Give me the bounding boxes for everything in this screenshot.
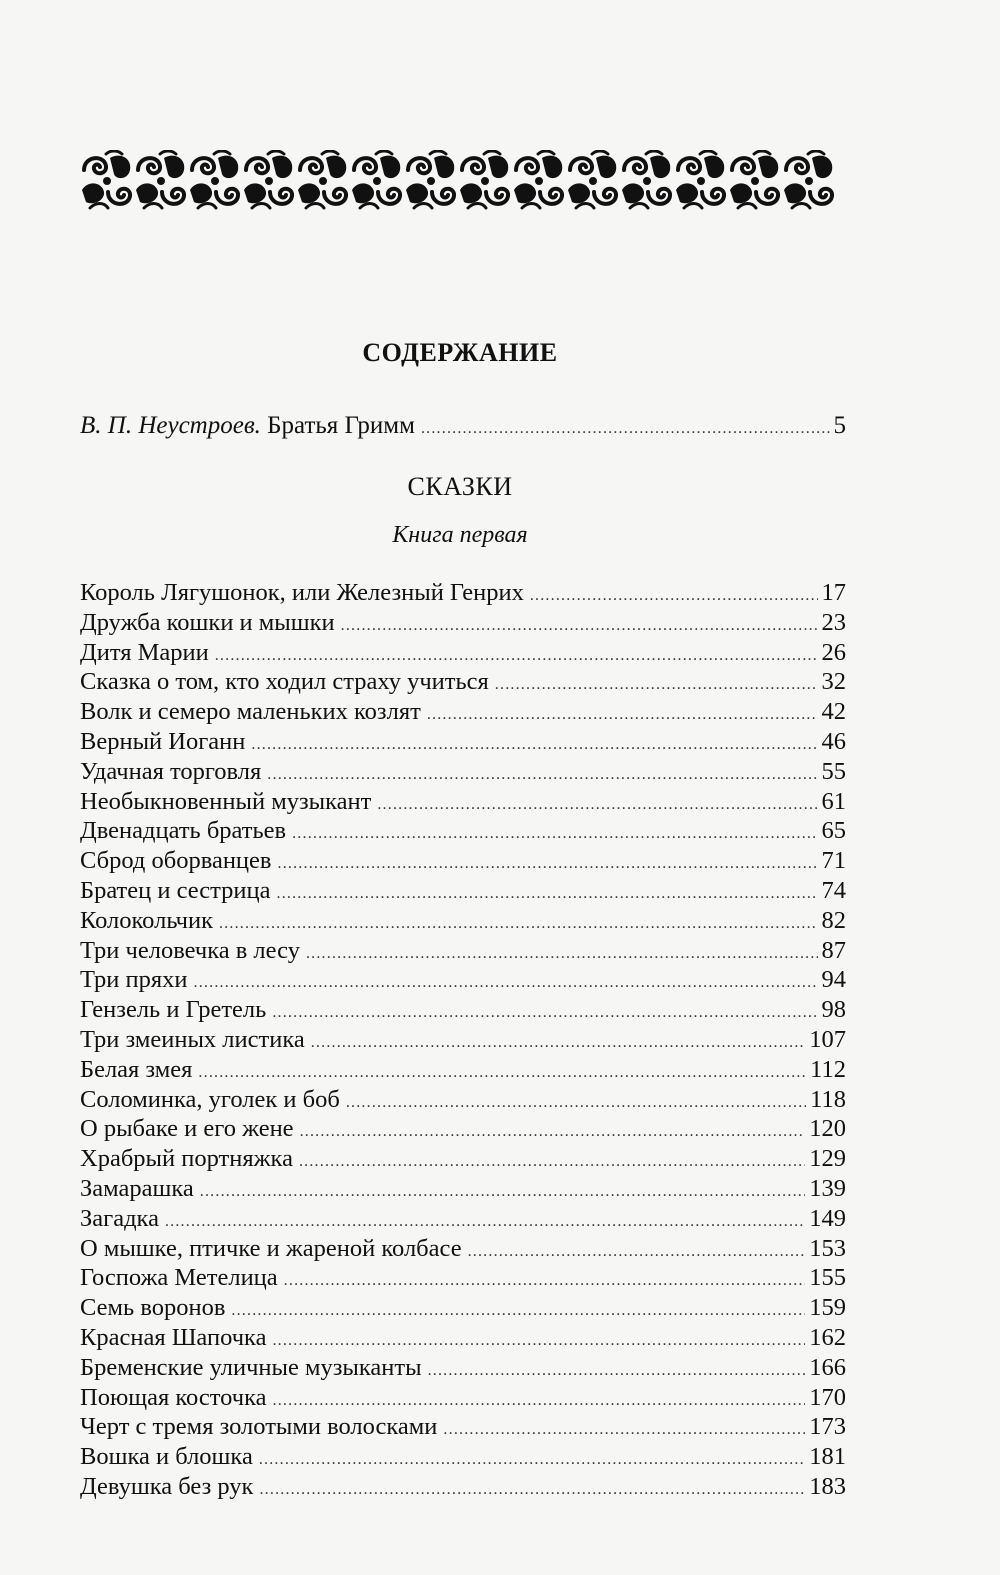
dot-leader bbox=[377, 790, 817, 820]
toc-entry bbox=[80, 965, 846, 995]
ornament-swirl bbox=[730, 151, 778, 208]
toc-entry-title: Семь воронов bbox=[80, 1294, 226, 1322]
dot-leader bbox=[311, 1028, 806, 1058]
toc-entry-page: 32 bbox=[821, 668, 846, 696]
toc-entry-title: Замарашка bbox=[80, 1174, 194, 1202]
dot-leader bbox=[427, 700, 818, 730]
toc-entry-page: 153 bbox=[809, 1234, 846, 1262]
dot-leader bbox=[278, 849, 818, 879]
intro-entry-page: 5 bbox=[833, 412, 846, 439]
toc-entry bbox=[80, 787, 846, 817]
dot-leader bbox=[259, 1475, 805, 1505]
toc-entry-page: 139 bbox=[809, 1174, 846, 1202]
toc-entry-title: Двенадцать братьев bbox=[80, 817, 287, 845]
toc-entry-page: 71 bbox=[821, 847, 846, 875]
toc-entry-title: Загадка bbox=[80, 1204, 159, 1232]
toc-list bbox=[80, 578, 846, 1502]
decorative-ornament-band bbox=[80, 150, 840, 212]
toc-entry-title: Девушка без рук bbox=[80, 1472, 254, 1500]
toc-entry-page: 112 bbox=[810, 1055, 846, 1083]
ornament-swirl-pattern bbox=[80, 150, 840, 212]
toc-entry bbox=[80, 1472, 846, 1502]
ornament-swirl bbox=[460, 151, 508, 208]
toc-entry-title: Король Лягушонок, или Железный Генрих bbox=[80, 579, 524, 606]
toc-entry-title: Три пряхи bbox=[80, 966, 188, 994]
toc-entry bbox=[80, 1353, 846, 1383]
dot-leader bbox=[194, 968, 818, 998]
toc-entry-title: Белая змея bbox=[80, 1055, 193, 1083]
toc-entry-page: 98 bbox=[821, 996, 846, 1024]
toc-entry-title: Братец и сестрица bbox=[80, 876, 271, 904]
toc-entry-title: Три змеиных листика bbox=[80, 1025, 305, 1053]
ornament-swirl bbox=[298, 151, 346, 208]
toc-entry bbox=[80, 1204, 846, 1234]
toc-entry-page: 170 bbox=[809, 1383, 846, 1411]
dot-leader bbox=[165, 1207, 805, 1237]
toc-entry-page: 74 bbox=[821, 876, 846, 904]
ornament-swirl bbox=[568, 151, 616, 208]
dot-leader bbox=[259, 1445, 805, 1475]
dot-leader bbox=[346, 1088, 806, 1118]
toc-entry-title: Дитя Марии bbox=[80, 638, 209, 666]
toc-entry-page: 65 bbox=[821, 817, 846, 845]
ornament-swirl bbox=[82, 151, 130, 208]
ornament-swirl bbox=[406, 151, 454, 208]
toc-entry bbox=[80, 638, 846, 668]
toc-entry-page: 23 bbox=[821, 608, 846, 636]
intro-entry-name: Братья Гримм bbox=[267, 412, 415, 439]
toc-entry bbox=[80, 1025, 846, 1055]
toc-entry-title: Удачная торговля bbox=[80, 757, 262, 785]
toc-entry bbox=[80, 816, 846, 846]
toc-entry-title: Госпожа Метелица bbox=[80, 1264, 278, 1292]
toc-entry-page: 129 bbox=[809, 1145, 846, 1173]
toc-entry-page: 183 bbox=[809, 1472, 846, 1500]
ornament-swirl bbox=[784, 151, 832, 208]
toc-entry-title: О мышке, птичке и жареной колбасе bbox=[80, 1234, 462, 1262]
intro-entry-title bbox=[80, 408, 415, 444]
dot-leader bbox=[495, 670, 818, 700]
toc-entry bbox=[80, 727, 846, 757]
ornament-swirl bbox=[352, 151, 400, 208]
toc-entry-title: Бременские уличные музыканты bbox=[80, 1353, 422, 1381]
toc-entry bbox=[80, 697, 846, 727]
toc-entry-page: 17 bbox=[821, 579, 846, 606]
toc-entry-page: 149 bbox=[809, 1204, 846, 1232]
toc-entry-page: 87 bbox=[821, 936, 846, 964]
dot-leader bbox=[215, 641, 818, 671]
dot-leader bbox=[251, 730, 817, 760]
dot-leader bbox=[292, 819, 817, 849]
toc-entry bbox=[80, 608, 846, 638]
toc-entry-page: 107 bbox=[809, 1025, 846, 1053]
toc-entry bbox=[80, 757, 846, 787]
toc-entry bbox=[80, 1263, 846, 1293]
toc-entry-page: 162 bbox=[809, 1323, 846, 1351]
dot-leader bbox=[272, 1326, 805, 1356]
toc-entry bbox=[80, 1234, 846, 1264]
dot-leader bbox=[198, 1058, 806, 1088]
toc-entry-title: Вошка и блошка bbox=[80, 1443, 253, 1471]
toc-entry-title: Поющая косточка bbox=[80, 1383, 267, 1411]
toc-entry bbox=[80, 876, 846, 906]
toc-entry-page: 26 bbox=[821, 638, 846, 666]
toc-entry bbox=[80, 1144, 846, 1174]
toc-entry bbox=[80, 1085, 846, 1115]
toc-entry-page: 82 bbox=[821, 906, 846, 934]
dot-leader bbox=[219, 909, 818, 939]
dot-leader bbox=[341, 611, 818, 641]
toc-entry-title: Верный Иоганн bbox=[80, 727, 246, 755]
section-title: СКАЗКИ bbox=[407, 472, 513, 501]
toc-entry-title: О рыбаке и его жене bbox=[80, 1115, 294, 1143]
toc-entry-title: Волк и семеро маленьких козлят bbox=[80, 698, 421, 726]
toc-entry bbox=[80, 667, 846, 697]
ornament-swirl bbox=[136, 151, 184, 208]
toc-entry-title: Три человечка в лесу bbox=[80, 936, 300, 964]
toc-entry bbox=[80, 1383, 846, 1413]
ornament-swirl bbox=[622, 151, 670, 208]
dot-leader bbox=[468, 1237, 806, 1267]
toc-entry-page: 181 bbox=[809, 1443, 846, 1471]
dot-leader bbox=[273, 1386, 806, 1416]
dot-leader bbox=[277, 879, 818, 909]
dot-leader bbox=[231, 1296, 805, 1326]
dot-leader bbox=[428, 1356, 806, 1386]
toc-entry bbox=[80, 1174, 846, 1204]
toc-entry bbox=[80, 1323, 846, 1353]
toc-entry-title: Дружба кошки и мышки bbox=[80, 608, 335, 636]
toc-entry bbox=[80, 1412, 846, 1442]
toc-entry-page: 46 bbox=[821, 727, 846, 755]
toc-entry bbox=[80, 1293, 846, 1323]
dot-leader bbox=[299, 1147, 805, 1177]
toc-entry-page: 166 bbox=[809, 1353, 846, 1381]
toc-entry-title: Красная Шапочка bbox=[80, 1323, 267, 1351]
toc-entry-page: 61 bbox=[821, 787, 846, 815]
subsection-title: Книга первая bbox=[392, 522, 528, 548]
toc-entry bbox=[80, 846, 846, 876]
ornament-swirl bbox=[244, 151, 292, 208]
toc-entry-page: 42 bbox=[821, 698, 846, 726]
dot-leader bbox=[530, 581, 818, 611]
toc-entry-title: Сказка о том, кто ходил страху учиться bbox=[80, 668, 489, 696]
toc-entry-title: Сброд оборванцев bbox=[80, 847, 272, 875]
dot-leader bbox=[272, 998, 817, 1028]
dot-leader bbox=[443, 1415, 805, 1445]
contents-heading: СОДЕРЖАНИЕ bbox=[362, 338, 558, 367]
dot-leader bbox=[421, 411, 830, 447]
dot-leader bbox=[267, 760, 817, 790]
toc-entry bbox=[80, 936, 846, 966]
toc-entry-title: Необыкновенный музыкант bbox=[80, 787, 372, 815]
dot-leader bbox=[284, 1266, 806, 1296]
toc-entry-page: 118 bbox=[810, 1085, 846, 1113]
toc-entry-page: 55 bbox=[821, 757, 846, 785]
toc-entry-title: Храбрый портняжка bbox=[80, 1145, 293, 1173]
dot-leader bbox=[306, 939, 818, 969]
toc-entry-page: 94 bbox=[821, 966, 846, 994]
toc-entry-page: 120 bbox=[809, 1115, 846, 1143]
intro-entry-author: В. П. Неустроев. bbox=[80, 412, 261, 439]
toc-entry-page: 159 bbox=[809, 1294, 846, 1322]
intro-entry bbox=[80, 408, 846, 444]
toc-entry bbox=[80, 906, 846, 936]
toc-entry-title: Гензель и Гретель bbox=[80, 996, 267, 1024]
toc-entry-page: 173 bbox=[809, 1413, 846, 1441]
ornament-swirl bbox=[190, 151, 238, 208]
toc-entry bbox=[80, 1114, 846, 1144]
toc-entry-page: 155 bbox=[809, 1264, 846, 1292]
ornament-swirl bbox=[514, 151, 562, 208]
dot-leader bbox=[200, 1177, 805, 1207]
toc-entry-title: Колокольчик bbox=[80, 906, 213, 934]
toc-entry-title: Соломинка, уголек и боб bbox=[80, 1085, 340, 1113]
toc-entry bbox=[80, 1055, 846, 1085]
toc-entry bbox=[80, 578, 846, 608]
toc-entry bbox=[80, 1442, 846, 1472]
toc-entry bbox=[80, 995, 846, 1025]
dot-leader bbox=[300, 1117, 806, 1147]
ornament-swirl bbox=[676, 151, 724, 208]
toc-entry-title: Черт с тремя золотыми волосками bbox=[80, 1413, 438, 1441]
